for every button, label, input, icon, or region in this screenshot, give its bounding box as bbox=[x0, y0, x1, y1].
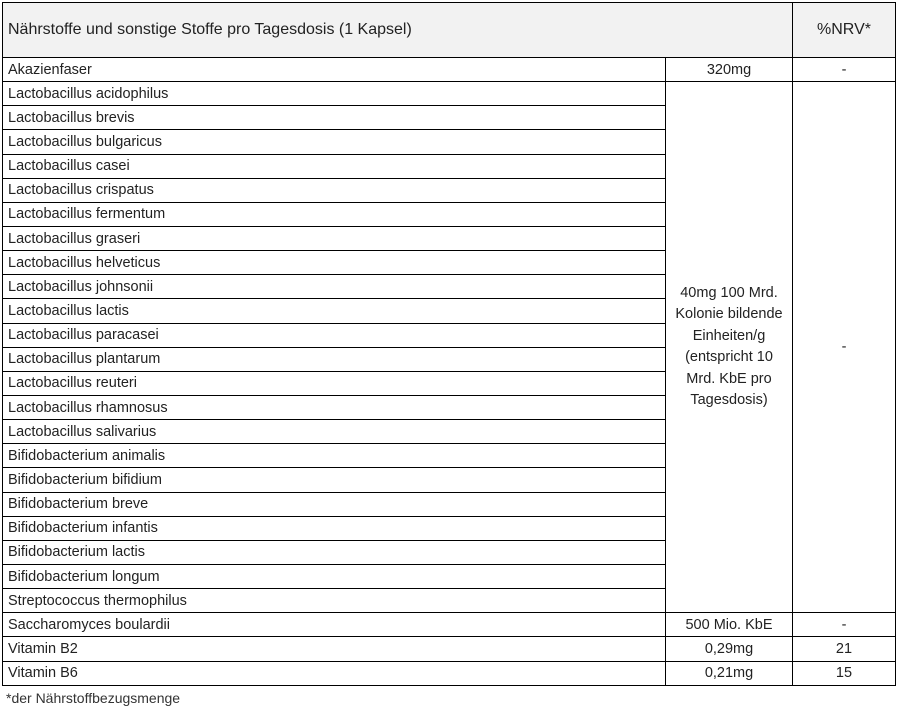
ingredient-amount: 0,21mg bbox=[666, 661, 793, 685]
ingredient-nrv: - bbox=[793, 58, 896, 82]
ingredient-nrv: 15 bbox=[793, 661, 896, 685]
culture-name: Lactobacillus reuteri bbox=[3, 371, 666, 395]
culture-name: Lactobacillus graseri bbox=[3, 226, 666, 250]
table-header-row bbox=[3, 3, 896, 58]
culture-name: Lactobacillus crispatus bbox=[3, 178, 666, 202]
culture-name: Lactobacillus salivarius bbox=[3, 420, 666, 444]
table-row bbox=[3, 58, 896, 82]
culture-name: Lactobacillus brevis bbox=[3, 106, 666, 130]
culture-name: Bifidobacterium infantis bbox=[3, 516, 666, 540]
ingredient-name: Vitamin B2 bbox=[3, 637, 666, 661]
nutrient-table-body bbox=[3, 3, 896, 686]
culture-name: Bifidobacterium longum bbox=[3, 564, 666, 588]
culture-name: Lactobacillus rhamnosus bbox=[3, 395, 666, 419]
culture-name: Lactobacillus lactis bbox=[3, 299, 666, 323]
culture-name: Lactobacillus casei bbox=[3, 154, 666, 178]
culture-name: Lactobacillus helveticus bbox=[3, 251, 666, 275]
header-label: Nährstoffe und sonstige Stoffe pro Tagesdosis (1 Kapsel) bbox=[3, 3, 793, 58]
table-row bbox=[3, 82, 896, 106]
ingredient-name: Akazienfaser bbox=[3, 58, 666, 82]
ingredient-amount: 0,29mg bbox=[666, 637, 793, 661]
footnote: *der Nährstoffbezugsmenge bbox=[6, 690, 181, 706]
header-nrv: %NRV* bbox=[793, 3, 896, 58]
culture-name: Lactobacillus paracasei bbox=[3, 323, 666, 347]
culture-name: Lactobacillus bulgaricus bbox=[3, 130, 666, 154]
culture-name: Lactobacillus plantarum bbox=[3, 347, 666, 371]
table-row bbox=[3, 637, 896, 661]
cultures-nrv: - bbox=[793, 82, 896, 613]
culture-name: Streptococcus thermophilus bbox=[3, 589, 666, 613]
culture-name: Bifidobacterium lactis bbox=[3, 540, 666, 564]
table-row bbox=[3, 613, 896, 637]
ingredient-amount: 320mg bbox=[666, 58, 793, 82]
culture-name: Lactobacillus johnsonii bbox=[3, 275, 666, 299]
culture-name: Bifidobacterium bifidium bbox=[3, 468, 666, 492]
ingredient-name: Saccharomyces boulardii bbox=[3, 613, 666, 637]
culture-name: Lactobacillus fermentum bbox=[3, 202, 666, 226]
culture-name: Bifidobacterium breve bbox=[3, 492, 666, 516]
ingredient-name: Vitamin B6 bbox=[3, 661, 666, 685]
culture-name: Lactobacillus acidophilus bbox=[3, 82, 666, 106]
nutrient-table bbox=[2, 2, 896, 686]
table-row bbox=[3, 661, 896, 685]
ingredient-amount: 500 Mio. KbE bbox=[666, 613, 793, 637]
cultures-amount: 40mg 100 Mrd. Kolonie bildende Einheiten/g (entspricht 10 Mrd. KbE pro Tagesdosis) bbox=[666, 82, 793, 613]
ingredient-nrv: - bbox=[793, 613, 896, 637]
ingredient-nrv: 21 bbox=[793, 637, 896, 661]
culture-name: Bifidobacterium animalis bbox=[3, 444, 666, 468]
